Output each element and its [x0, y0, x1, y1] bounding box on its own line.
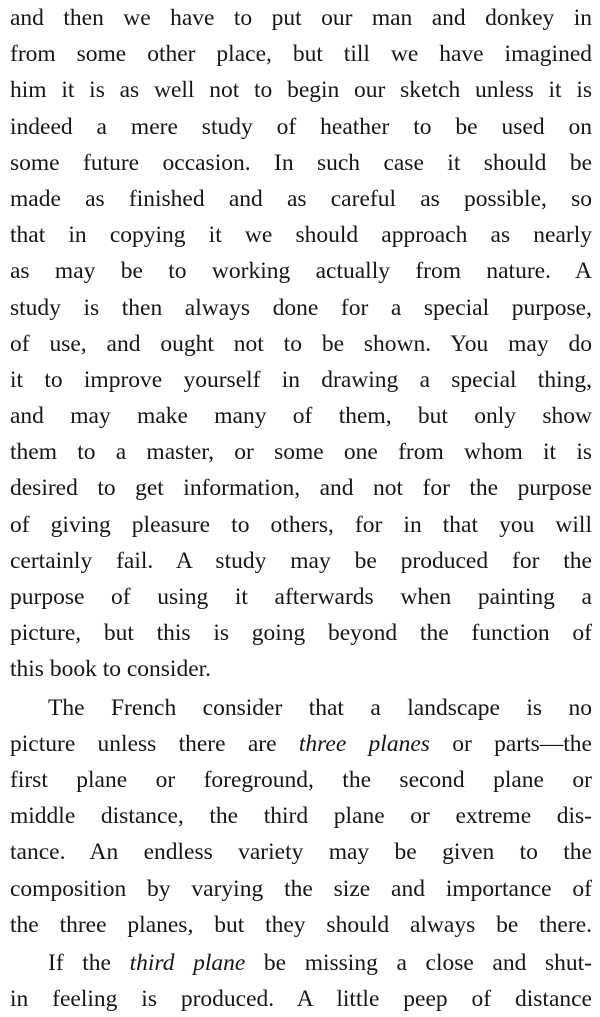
paragraph	[10, 690, 592, 943]
text-line: desired to get information, and not for the purpose	[10, 475, 592, 502]
text-line: him it is as well not to begin our sketch unless it is	[10, 77, 592, 104]
text-line: certainly fail. A study may be produced for the	[10, 547, 592, 574]
text-line: the three planes, but they should always be there.	[10, 911, 592, 938]
text-line: If the third plane be missing a close and shut-	[48, 949, 592, 976]
text-line: study is then always done for a special purpose,	[10, 294, 592, 321]
text-line: picture, but this is going beyond the function of	[10, 620, 592, 647]
text-line: of use, and ought not to be shown. You may do	[10, 330, 592, 357]
text-line: of giving pleasure to others, for in that you will	[10, 511, 592, 538]
text-line: made as finished and as careful as possible, so	[10, 185, 592, 212]
text-line: as may be to working actually from nature. A	[10, 258, 592, 285]
paragraph	[10, 0, 592, 688]
text-line: from some other place, but till we have imagined	[10, 41, 592, 68]
text-line: The French consider that a landscape is no	[48, 694, 592, 721]
text-line: middle distance, the third plane or extreme dis-	[10, 803, 592, 830]
text-line: tance. An endless variety may be given to the	[10, 839, 592, 866]
text-line: composition by varying the size and importance of	[10, 875, 592, 902]
text-line: indeed a mere study of heather to be used on	[10, 113, 592, 140]
text-line: first plane or foreground, the second plane or	[10, 766, 592, 793]
italic-phrase: three planes	[298, 730, 430, 757]
text-line: them to a master, or some one from whom it is	[10, 439, 592, 466]
paragraph	[10, 945, 592, 1017]
text-line: in feeling is produced. A little peep of distance	[10, 986, 592, 1013]
text-line: it to improve yourself in drawing a special thing,	[10, 366, 592, 393]
text-line: and then we have to put our man and donkey in	[10, 5, 592, 31]
text-line: that in copying it we should approach as nearly	[10, 222, 592, 249]
text-line: some future occasion. In such case it should be	[10, 149, 592, 176]
text-line: this book to consider.	[10, 656, 212, 683]
text-line: and may make many of them, but only show	[10, 403, 592, 430]
book-page	[10, 0, 592, 1017]
text-line: picture unless there are three planes or parts—the	[10, 730, 592, 757]
italic-phrase: third plane	[129, 949, 246, 976]
text-line: purpose of using it afterwards when painting a	[10, 584, 592, 610]
